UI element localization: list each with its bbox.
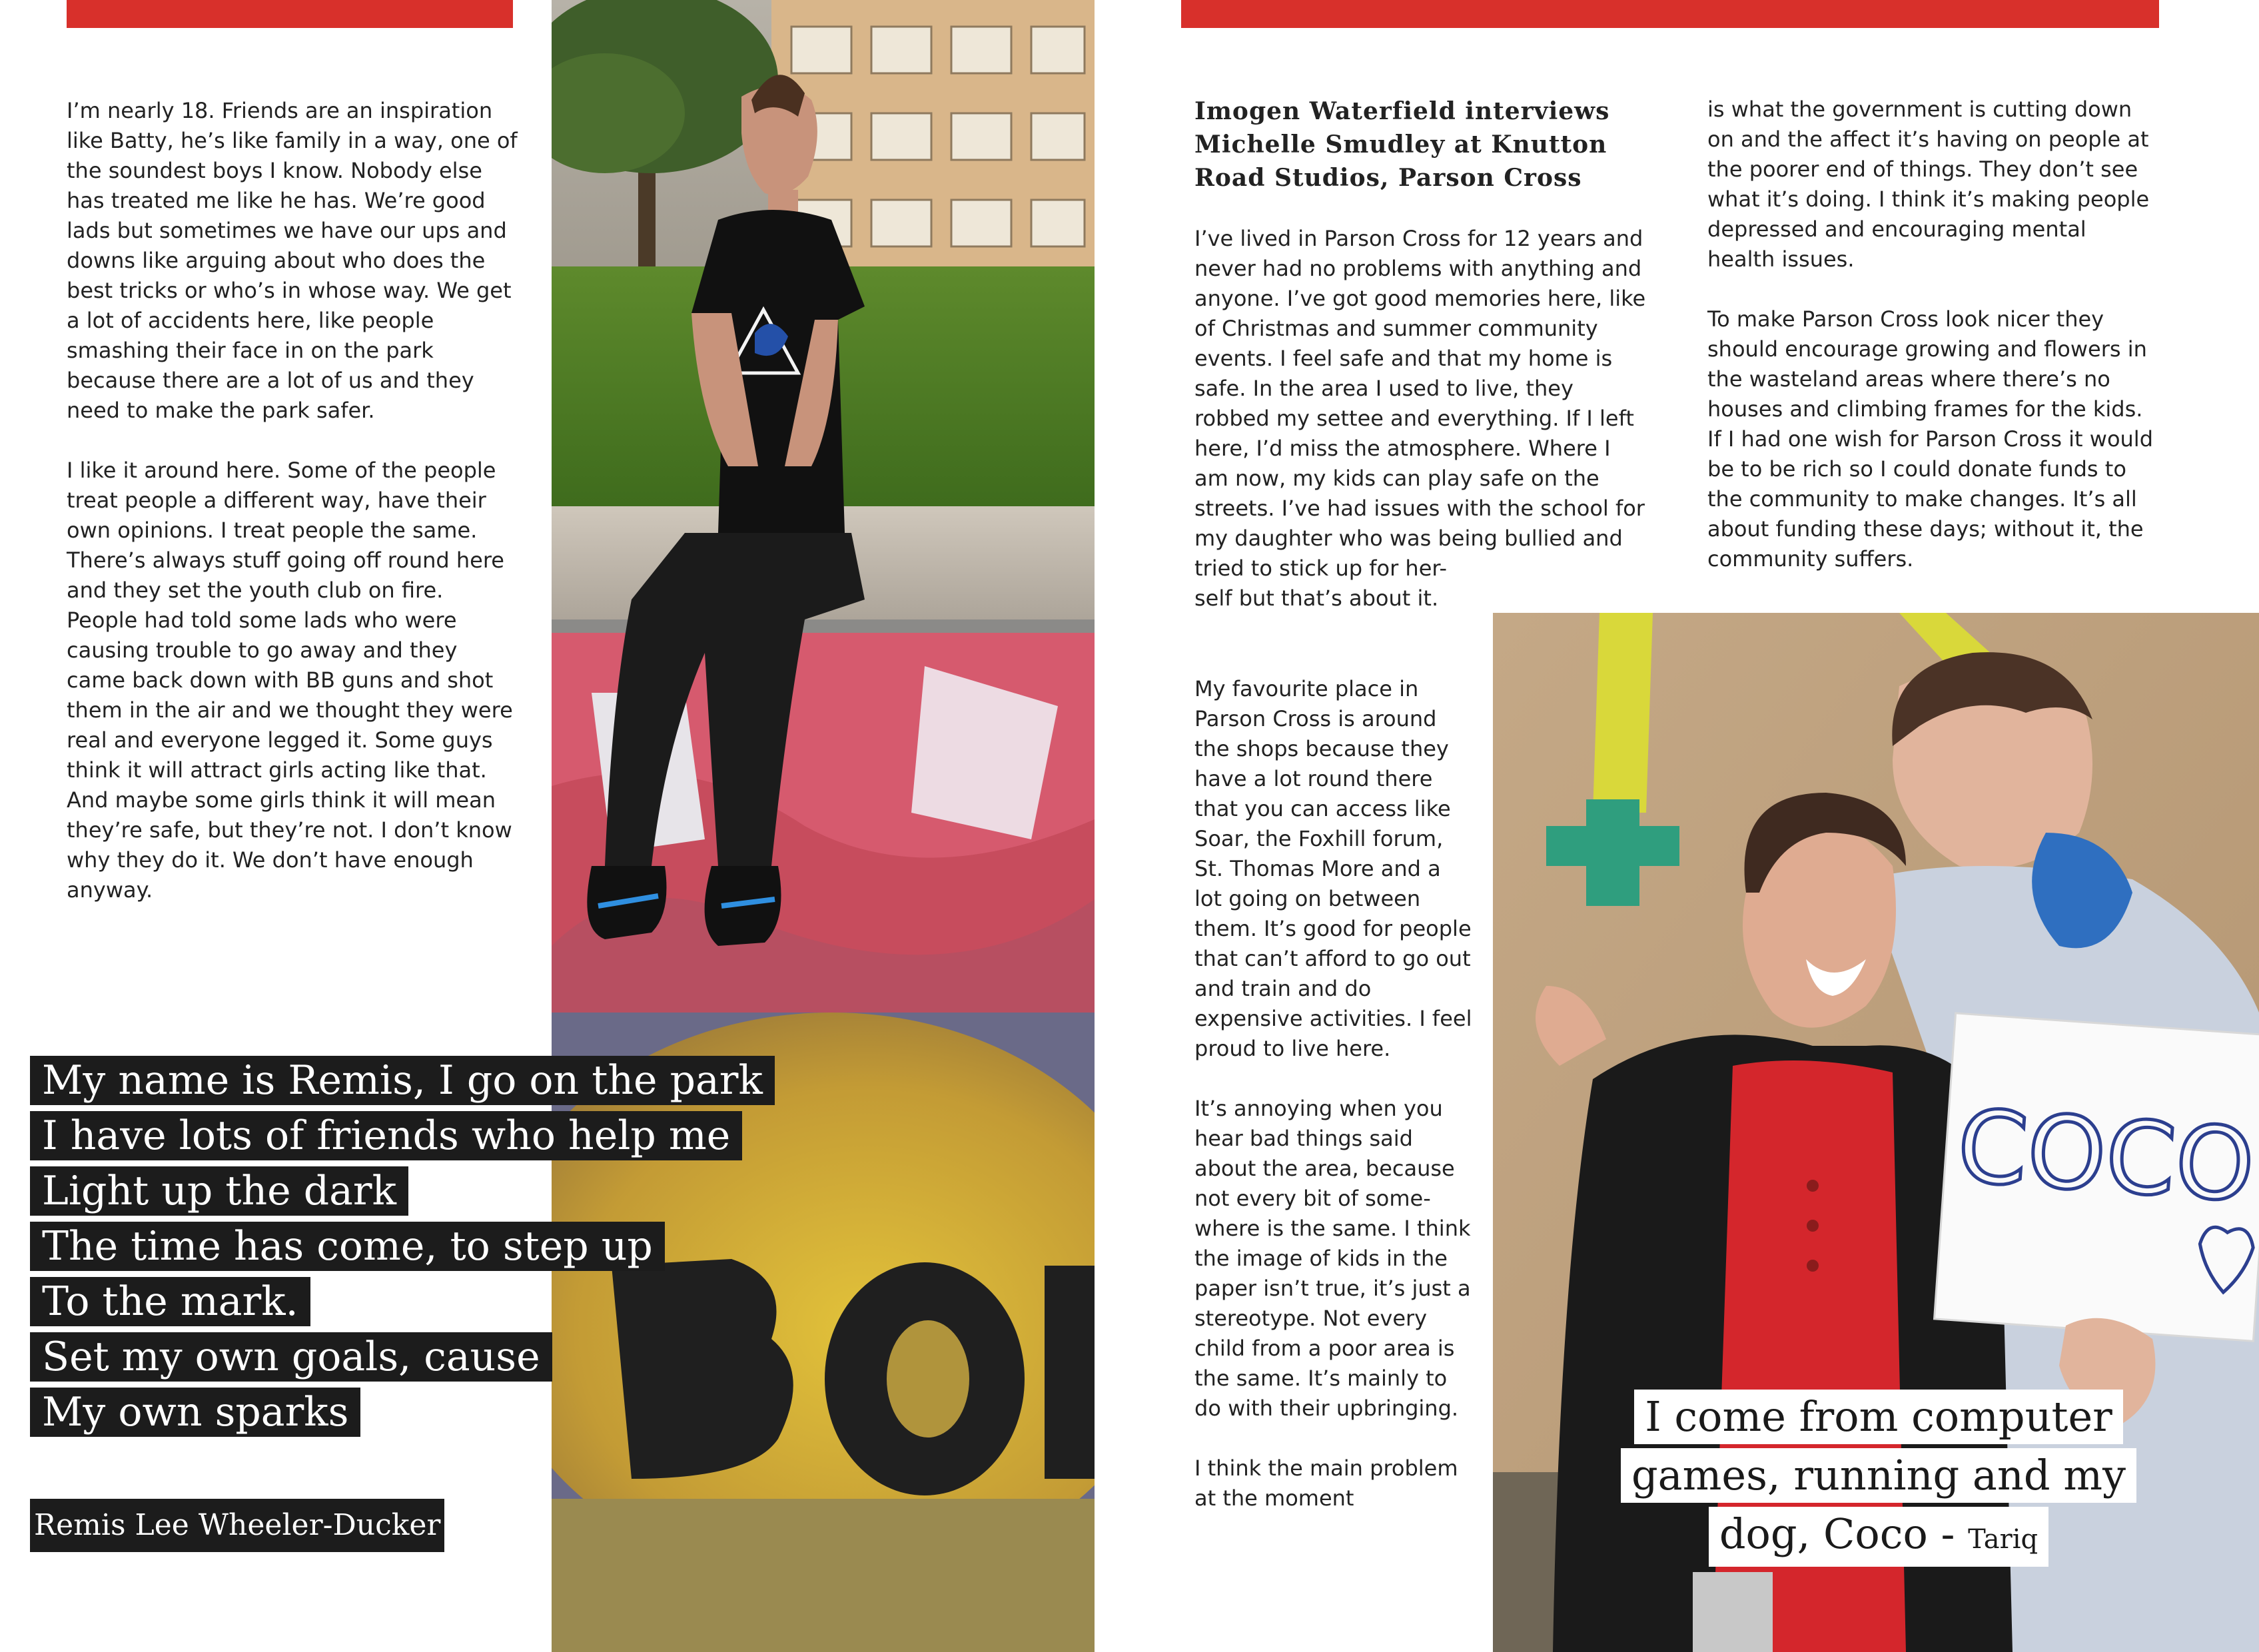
poem-line: Set my own goals, cause <box>30 1332 552 1382</box>
interview-col1-top: I’ve lived in Parson Cross for 12 years and never had no problems with anything and anyone. I’ve got good memories here, like of Christmas and summer community events. I feel safe and that my home is safe. In the area I used to live, they robbed my settee and everything. If I left here, I’d miss the atmosphere. Where I am now, my kids can play safe on the streets. I’ve had issues with the school for my daughter who was being bullied and tried to stick up for her- self but that’s about it. <box>1194 226 1646 611</box>
quote-line: I come from computer <box>1634 1390 2123 1444</box>
quote-line <box>1709 1507 2048 1567</box>
left-body-text: I’m nearly 18. Friends are an inspiration like Batty, he’s like family in a way, one of the soundest boys I know. Nobody else has treated me like he has. We’re good lads but sometimes we have our ups and downs like arguing about who does the best tricks or who’s in whose way. We get a lot of accidents here, like people smashing their face in on the park because there are a lot of us and they need to make the park safer. I like it around here. Some of the people treat people a different way, have their own opinions. I treat people the same. There’s always stuff going off round here and they set the youth club on fire. People had told some lads who were causing trouble to go away and they came back down with BB guns and shot them in the air and we thought they were real and everyone legged it. Some guys think it will attract girls acting like that. And maybe some girls think it will mean they’re safe, but they’re not. I don’t know why they do it. We don’t have enough anyway. <box>67 98 518 903</box>
poem-line: To the mark. <box>30 1277 310 1326</box>
poem-line: I have lots of friends who help me <box>30 1111 742 1160</box>
quote-attribution: Tariq <box>1968 1524 2038 1555</box>
poem-block <box>30 1056 775 1443</box>
byline-text: Remis Lee Wheeler-Ducker <box>30 1499 444 1552</box>
quote-line-text: dog, Coco - <box>1719 1509 1969 1558</box>
poem-line: The time has come, to step up <box>30 1222 665 1271</box>
interview-col2: is what the government is cutting down on and the affect it’s having on people at the poorer end of things. They don’t see what it’s doing. I think it’s making people depressed and encouraging mental health issues. To make Parson Cross look nicer they should encourage growing and flowers in the wasteland areas where there’s no houses and climbing frames for the kids. If I had one wish for Parson Cross it would be to be rich so I could donate funds to the community to make changes. It’s all about funding these days; without it, the community suffers. <box>1707 97 2153 572</box>
quote-line: games, running and my <box>1621 1448 2136 1503</box>
tariq-quote <box>1585 1390 2172 1571</box>
right-red-bar <box>1181 0 2159 28</box>
poem-line: Light up the dark <box>30 1166 408 1216</box>
interview-col1-bottom: My favourite place in Parson Cross is around the shops because they have a lot round there that you can access like Soar, the Foxhill forum, St. Thomas More and a lot going on between them. It’s good for people that can’t afford to go out and train and do expensive activities. I feel proud to live here. It’s annoying when you hear bad things said about the area, because not every bit of some- where is the same. I think the image of kids in the paper isn’t true, it’s just a stereotype. Not every child from a poor area is the same. It’s mainly to do with their upbringing. I think the main problem at the moment <box>1194 676 1472 1511</box>
left-red-bar <box>67 0 513 28</box>
byline <box>30 1499 444 1552</box>
poem-line: My name is Remis, I go on the park <box>30 1056 775 1105</box>
interview-heading: Imogen Waterfield interviews Michelle Smudley at Knutton Road Studios, Parson Cross <box>1194 97 1610 192</box>
poem-line: My own sparks <box>30 1388 360 1437</box>
sign-text: COCO <box>1953 1088 2258 1225</box>
